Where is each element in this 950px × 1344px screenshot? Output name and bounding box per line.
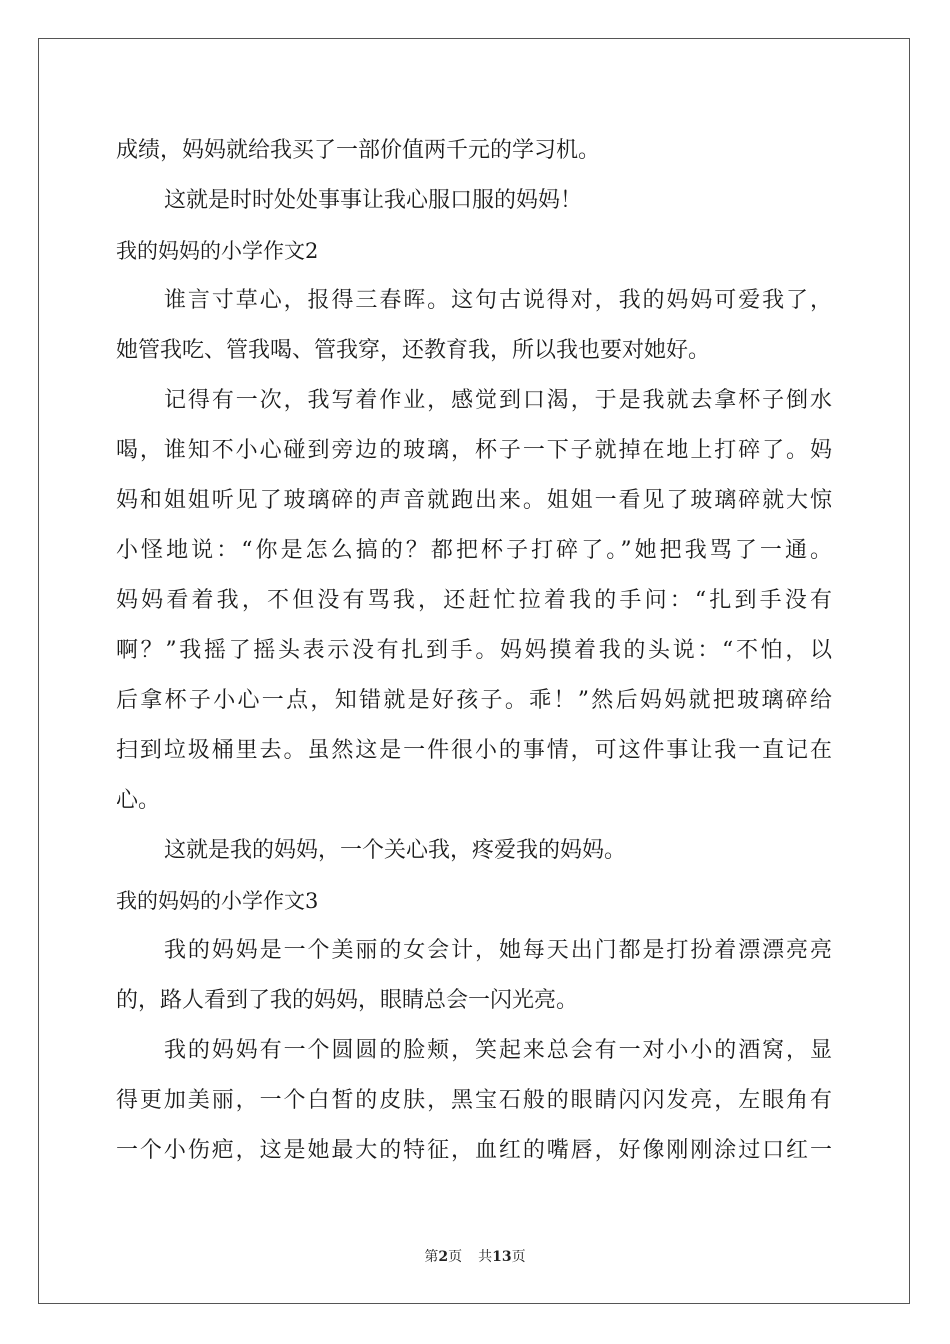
paragraph-line: 一个小伤疤，这是她最大的特征，血红的嘴唇，好像刚刚涂过口红一 [116,1138,832,1163]
paragraph-line: 后拿杯子小心一点，知错就是好孩子。乖！”然后妈妈就把玻璃碎给 [116,688,832,713]
page-number-prefix: 第 [424,1249,439,1265]
paragraph-line: 小怪地说：“你是怎么搞的？都把杯子打碎了。”她把我骂了一通。 [116,538,832,563]
page-total-unit: 页 [511,1249,526,1265]
paragraph-line: 喝，谁知不小心碰到旁边的玻璃，杯子一下子就掉在地上打碎了。妈 [116,438,832,463]
paragraph-line: 扫到垃圾桶里去。虽然这是一件很小的事情，可这件事让我一直记在 [116,738,832,763]
paragraph-line: 啊？”我摇了摇头表示没有扎到手。妈妈摸着我的头说：“不怕，以 [116,638,832,663]
section-heading: 我的妈妈的小学作文3 [116,889,319,913]
document-body [116,126,832,1176]
page-number-unit: 页 [448,1249,463,1265]
paragraph-line: 谁言寸草心，报得三春晖。这句古说得对，我的妈妈可爱我了， [164,288,832,313]
paragraph-line: 她管我吃、管我喝、管我穿，还教育我，所以我也要对她好。 [116,338,711,363]
paragraph-line: 这就是时时处处事事让我心服口服的妈妈！ [164,188,583,213]
paragraph-line: 我的妈妈有一个圆圆的脸颊，笑起来总会有一对小小的酒窝，显 [164,1038,832,1063]
paragraph-line: 成绩，妈妈就给我买了一部价值两千元的学习机。 [116,138,601,163]
paragraph-line: 的，路人看到了我的妈妈，眼睛总会一闪光亮。 [116,988,579,1013]
page-footer [0,1246,950,1266]
paragraph-line: 心。 [116,788,161,813]
paragraph-line: 记得有一次，我写着作业，感觉到口渴，于是我就去拿杯子倒水 [164,388,832,413]
page-total-prefix: 共 [478,1249,493,1265]
paragraph-line: 妈和姐姐听见了玻璃碎的声音就跑出来。姐姐一看见了玻璃碎就大惊 [116,488,832,513]
page-number-current: 2 [438,1249,449,1265]
paragraph-line: 我的妈妈是一个美丽的女会计，她每天出门都是打扮着漂漂亮亮 [164,938,832,963]
paragraph-line: 妈妈看着我，不但没有骂我，还赶忙拉着我的手问：“扎到手没有 [116,588,832,613]
paragraph-line: 得更加美丽，一个白皙的皮肤，黑宝石般的眼睛闪闪发亮，左眼角有 [116,1088,832,1113]
page-total-count: 13 [492,1249,512,1265]
section-heading: 我的妈妈的小学作文2 [116,239,319,263]
paragraph-line: 这就是我的妈妈，一个关心我，疼爱我的妈妈。 [164,838,627,863]
